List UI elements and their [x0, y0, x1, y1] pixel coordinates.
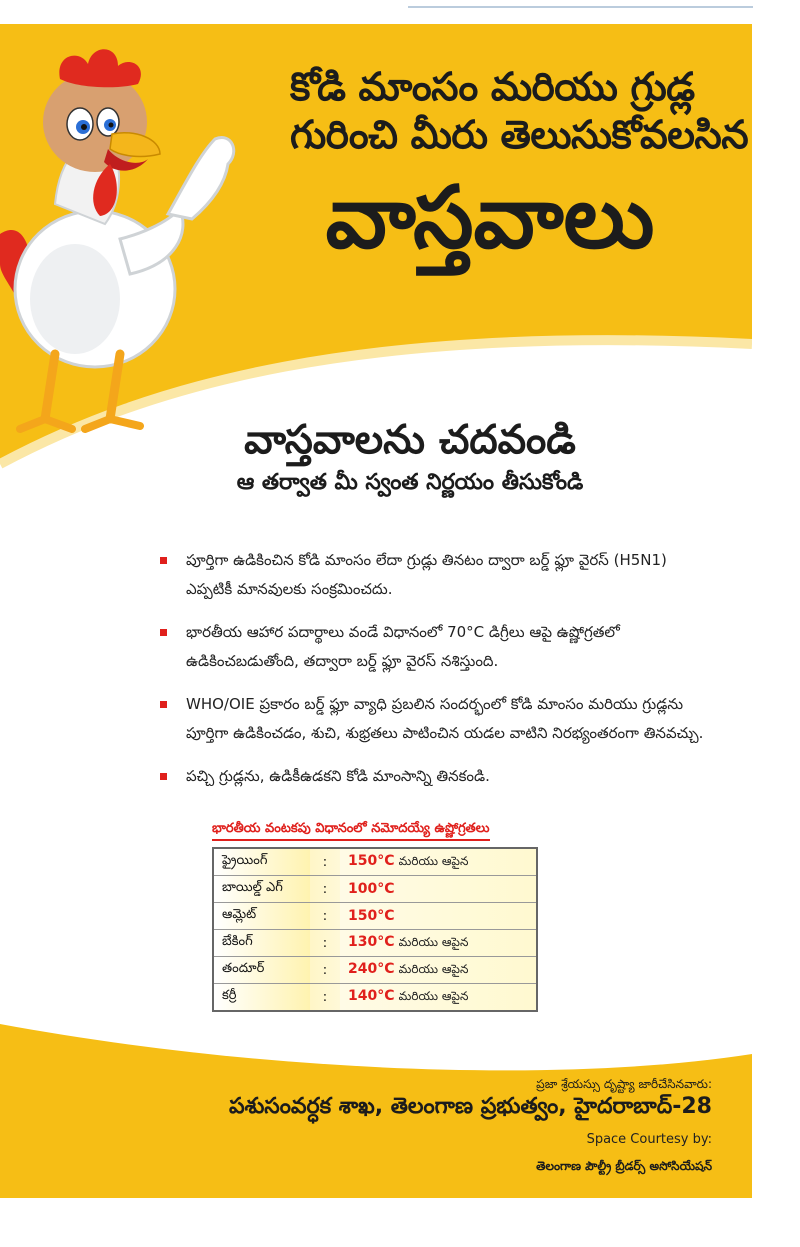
- bullet-icon: [160, 557, 167, 564]
- headline: [290, 64, 749, 272]
- top-divider: [408, 6, 753, 8]
- table-row: కర్రీ : 140°C మరియు ఆపైన: [213, 984, 537, 1012]
- table-row: ఆమ్లెట్ : 150°C: [213, 903, 537, 930]
- list-item: పచ్చి గ్రుడ్లను, ఉడికీఉడకని కోడి మాంసాన్ని తినకండి.: [186, 762, 716, 791]
- bullet-icon: [160, 629, 167, 636]
- bullet-icon: [160, 701, 167, 708]
- awareness-poster: [0, 24, 752, 1198]
- top-clipped-strip: [0, 0, 800, 14]
- association-name: తెలంగాణ పౌల్ట్రీ బ్రీడర్స్ అసోసియేషన్: [536, 1159, 712, 1173]
- list-item: పూర్తిగా ఉడికించిన కోడి మాంసం లేదా గ్రుడ్లు తినటం ద్వారా బర్డ్ ఫ్లూ వైరస్ (H5N1) ఎప్పటికీ మానవులకు సంక్రమించదు.: [186, 546, 716, 604]
- table-row: బాయిల్డ్ ఎగ్ : 100°C: [213, 876, 537, 903]
- rooster-illustration: [0, 34, 250, 434]
- cooking-temperature-table: [212, 847, 538, 1012]
- headline-facts: వాస్తవాలు: [325, 168, 655, 268]
- headline-line-1: కోడి మాంసం మరియు గ్రుడ్ల: [290, 65, 695, 110]
- read-facts-title: వాస్తవాలను చదవండి: [244, 417, 576, 463]
- issued-by-label: ప్రజా శ్రేయస్సు దృష్ట్యా జారీచేసినవారు:: [536, 1077, 712, 1091]
- headline-line-2: గురించి మీరు తెలుసుకోవలసిన: [290, 113, 749, 158]
- title-underline: [212, 839, 490, 841]
- temperature-table-title: భారతీయ వంటకపు విధానంలో నమోదయ్యే ఉష్ణోగ్రతలు: [212, 821, 490, 839]
- bullet-icon: [160, 773, 167, 780]
- list-item: భారతీయ ఆహార పదార్థాలు వండే విధానంలో 70°C డిగ్రీలు ఆపై ఉష్ణోగ్రతలో ఉడికించబడుతోంది, తద్వారా బర్డ్ ఫ్లూ వైరస్ నశిస్తుంది.: [186, 618, 716, 676]
- subheading: [120, 414, 700, 500]
- department-name: పశుసంవర్ధక శాఖ, తెలంగాణ ప్రభుత్వం, హైదరాబాద్-28: [228, 1094, 712, 1119]
- facts-list: [186, 546, 716, 805]
- space-courtesy-label: Space Courtesy by:: [586, 1132, 712, 1147]
- table-row: తందూర్ : 240°C మరియు ఆపైన: [213, 957, 537, 984]
- table-row: ఫ్రైయింగ్ : 150°C మరియు ఆపైన: [213, 848, 537, 876]
- decide-subtitle: ఆ తర్వాత మీ స్వంత నిర్ణయం తీసుకోండి: [236, 470, 584, 495]
- table-row: బేకింగ్ : 130°C మరియు ఆపైన: [213, 930, 537, 957]
- list-item: WHO/OIE ప్రకారం బర్డ్ ఫ్లూ వ్యాధి ప్రబలిన సందర్భంలో కోడి మాంసం మరియు గ్రుడ్లను పూర్తిగా ఉడికించడం, శుచి, శుభ్రతలు పాటించిన యడల వాటిని నిరభ్యంతరంగా తినవచ్చు.: [186, 690, 716, 748]
